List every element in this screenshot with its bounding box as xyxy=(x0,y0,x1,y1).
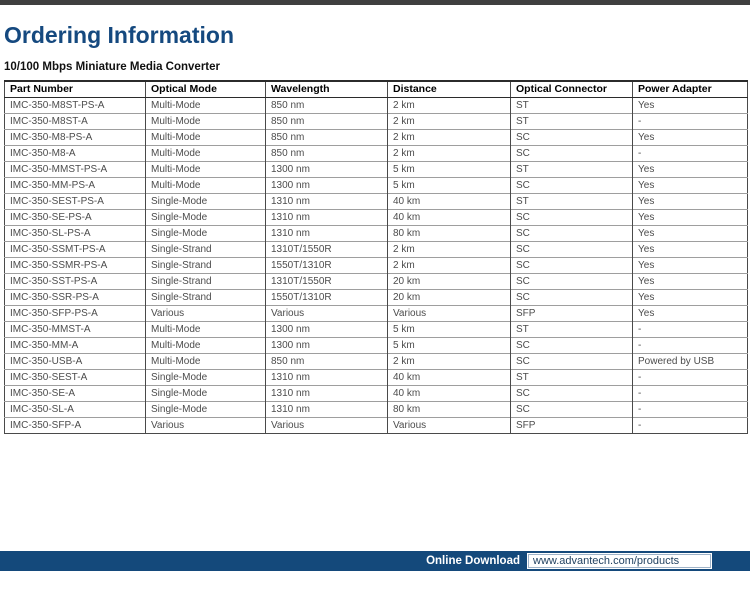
table-cell: 1300 nm xyxy=(266,337,388,353)
table-cell: IMC-350-USB-A xyxy=(5,353,146,369)
table-cell: IMC-350-M8-PS-A xyxy=(5,129,146,145)
column-header: Distance xyxy=(388,81,511,97)
table-cell: ST xyxy=(511,369,633,385)
table-row xyxy=(5,257,748,273)
table-cell: - xyxy=(633,113,748,129)
table-cell: IMC-350-SST-PS-A xyxy=(5,273,146,289)
table-cell: 1550T/1310R xyxy=(266,257,388,273)
table-cell: ST xyxy=(511,97,633,113)
table-cell: 40 km xyxy=(388,193,511,209)
table-cell: Multi-Mode xyxy=(146,161,266,177)
table-cell: ST xyxy=(511,321,633,337)
table-cell: 1310 nm xyxy=(266,225,388,241)
table-cell: 2 km xyxy=(388,129,511,145)
table-cell: Yes xyxy=(633,177,748,193)
table-cell: SC xyxy=(511,241,633,257)
table-cell: - xyxy=(633,369,748,385)
table-cell: SC xyxy=(511,289,633,305)
online-download-bar xyxy=(0,551,750,571)
table-cell: 1310T/1550R xyxy=(266,241,388,257)
table-cell: Multi-Mode xyxy=(146,145,266,161)
page-title: Ordering Information xyxy=(4,22,234,48)
table-cell: 20 km xyxy=(388,289,511,305)
table-cell: 40 km xyxy=(388,385,511,401)
table-row xyxy=(5,129,748,145)
table-cell: Various xyxy=(266,417,388,433)
table-cell: 1550T/1310R xyxy=(266,289,388,305)
table-body xyxy=(5,97,748,433)
table-row xyxy=(5,241,748,257)
table-cell: IMC-350-SL-PS-A xyxy=(5,225,146,241)
table-cell: IMC-350-SE-A xyxy=(5,385,146,401)
table-row xyxy=(5,401,748,417)
table-cell: 40 km xyxy=(388,209,511,225)
table-cell: IMC-350-SFP-PS-A xyxy=(5,305,146,321)
table-row xyxy=(5,369,748,385)
table-cell: 1300 nm xyxy=(266,177,388,193)
table-cell: 40 km xyxy=(388,369,511,385)
table-cell: Single-Mode xyxy=(146,209,266,225)
column-header: Part Number xyxy=(5,81,146,97)
table-cell: IMC-350-M8ST-PS-A xyxy=(5,97,146,113)
table-cell: 5 km xyxy=(388,177,511,193)
table-cell: IMC-350-M8-A xyxy=(5,145,146,161)
ordering-information-table xyxy=(4,80,748,434)
table-cell: SFP xyxy=(511,417,633,433)
table-cell: Multi-Mode xyxy=(146,353,266,369)
table-row xyxy=(5,385,748,401)
table-cell: IMC-350-SEST-A xyxy=(5,369,146,385)
online-download-label: Online Download xyxy=(426,555,520,567)
top-divider-bar xyxy=(0,0,750,5)
table-cell: Yes xyxy=(633,193,748,209)
table-cell: IMC-350-M8ST-A xyxy=(5,113,146,129)
table-row xyxy=(5,289,748,305)
table-cell: IMC-350-MMST-A xyxy=(5,321,146,337)
table-cell: 850 nm xyxy=(266,113,388,129)
table-row xyxy=(5,113,748,129)
table-cell: Yes xyxy=(633,289,748,305)
table-row xyxy=(5,273,748,289)
table-cell: Yes xyxy=(633,97,748,113)
table-cell: - xyxy=(633,385,748,401)
table-cell: 850 nm xyxy=(266,129,388,145)
table-cell: Single-Strand xyxy=(146,241,266,257)
table-cell: Yes xyxy=(633,257,748,273)
table-cell: Yes xyxy=(633,209,748,225)
table-cell: SC xyxy=(511,257,633,273)
table-cell: SC xyxy=(511,225,633,241)
table-cell: Single-Mode xyxy=(146,369,266,385)
table-cell: ST xyxy=(511,193,633,209)
table-cell: 1300 nm xyxy=(266,321,388,337)
table-row xyxy=(5,193,748,209)
table-row xyxy=(5,161,748,177)
table-cell: Yes xyxy=(633,225,748,241)
table-cell: 1300 nm xyxy=(266,161,388,177)
table-cell: 5 km xyxy=(388,337,511,353)
table-cell: Yes xyxy=(633,305,748,321)
table-cell: Various xyxy=(266,305,388,321)
table-row xyxy=(5,305,748,321)
table-cell: Single-Strand xyxy=(146,257,266,273)
table-row xyxy=(5,177,748,193)
table-cell: 1310 nm xyxy=(266,209,388,225)
table-cell: - xyxy=(633,417,748,433)
table-cell: SC xyxy=(511,145,633,161)
table-cell: 2 km xyxy=(388,97,511,113)
table-cell: IMC-350-MM-A xyxy=(5,337,146,353)
table-header-row xyxy=(5,81,748,97)
table-cell: 80 km xyxy=(388,401,511,417)
table-cell: 1310 nm xyxy=(266,385,388,401)
table-cell: Single-Mode xyxy=(146,225,266,241)
section-subtitle: 10/100 Mbps Miniature Media Converter xyxy=(4,61,221,73)
table-cell: Multi-Mode xyxy=(146,97,266,113)
table-cell: SFP xyxy=(511,305,633,321)
table-cell: 5 km xyxy=(388,161,511,177)
table-cell: Yes xyxy=(633,273,748,289)
table-cell: - xyxy=(633,321,748,337)
column-header: Optical Connector xyxy=(511,81,633,97)
table-cell: Powered by USB xyxy=(633,353,748,369)
table-cell: Yes xyxy=(633,129,748,145)
table-cell: Single-Mode xyxy=(146,385,266,401)
table-cell: Single-Mode xyxy=(146,401,266,417)
table-cell: IMC-350-SFP-A xyxy=(5,417,146,433)
table-cell: 80 km xyxy=(388,225,511,241)
table-cell: Multi-Mode xyxy=(146,321,266,337)
download-url-link[interactable]: www.advantech.com/products xyxy=(533,555,680,567)
table-cell: SC xyxy=(511,129,633,145)
table-cell: IMC-350-SE-PS-A xyxy=(5,209,146,225)
table-row xyxy=(5,145,748,161)
table-cell: Multi-Mode xyxy=(146,337,266,353)
table-cell: ST xyxy=(511,113,633,129)
table-row xyxy=(5,209,748,225)
table-cell: Various xyxy=(388,417,511,433)
table-cell: 2 km xyxy=(388,257,511,273)
table-cell: 850 nm xyxy=(266,353,388,369)
table-cell: Single-Mode xyxy=(146,193,266,209)
table-cell: SC xyxy=(511,209,633,225)
table-cell: Yes xyxy=(633,161,748,177)
table-cell: Various xyxy=(146,305,266,321)
table-cell: Various xyxy=(388,305,511,321)
table-row xyxy=(5,417,748,433)
table-cell: 1310 nm xyxy=(266,193,388,209)
table-cell: IMC-350-SSMT-PS-A xyxy=(5,241,146,257)
table-cell: 2 km xyxy=(388,241,511,257)
table-cell: IMC-350-SSMR-PS-A xyxy=(5,257,146,273)
table-row xyxy=(5,225,748,241)
table-cell: Single-Strand xyxy=(146,289,266,305)
column-header: Power Adapter xyxy=(633,81,748,97)
table-cell: 5 km xyxy=(388,321,511,337)
table-cell: Multi-Mode xyxy=(146,177,266,193)
download-url-box xyxy=(527,553,712,569)
table-cell: 1310 nm xyxy=(266,401,388,417)
table-cell: 1310T/1550R xyxy=(266,273,388,289)
table-cell: - xyxy=(633,401,748,417)
table-cell: Various xyxy=(146,417,266,433)
table-cell: SC xyxy=(511,177,633,193)
table-cell: SC xyxy=(511,401,633,417)
table-row xyxy=(5,97,748,113)
table-row xyxy=(5,337,748,353)
table-cell: SC xyxy=(511,273,633,289)
column-header: Optical Mode xyxy=(146,81,266,97)
column-header: Wavelength xyxy=(266,81,388,97)
table-cell: IMC-350-SEST-PS-A xyxy=(5,193,146,209)
table-cell: - xyxy=(633,337,748,353)
table-cell: ST xyxy=(511,161,633,177)
table-cell: Multi-Mode xyxy=(146,113,266,129)
table-cell: Multi-Mode xyxy=(146,129,266,145)
table-cell: - xyxy=(633,145,748,161)
table-cell: IMC-350-MMST-PS-A xyxy=(5,161,146,177)
table-cell: IMC-350-SSR-PS-A xyxy=(5,289,146,305)
table-cell: 850 nm xyxy=(266,97,388,113)
table-cell: Single-Strand xyxy=(146,273,266,289)
table-row xyxy=(5,321,748,337)
table-cell: 2 km xyxy=(388,145,511,161)
table-cell: SC xyxy=(511,385,633,401)
table-cell: SC xyxy=(511,353,633,369)
table-cell: IMC-350-SL-A xyxy=(5,401,146,417)
table-row xyxy=(5,353,748,369)
table-cell: Yes xyxy=(633,241,748,257)
table-cell: 20 km xyxy=(388,273,511,289)
table-cell: IMC-350-MM-PS-A xyxy=(5,177,146,193)
table-cell: 2 km xyxy=(388,353,511,369)
table-cell: 2 km xyxy=(388,113,511,129)
table-cell: 1310 nm xyxy=(266,369,388,385)
table-cell: SC xyxy=(511,337,633,353)
table-cell: 850 nm xyxy=(266,145,388,161)
